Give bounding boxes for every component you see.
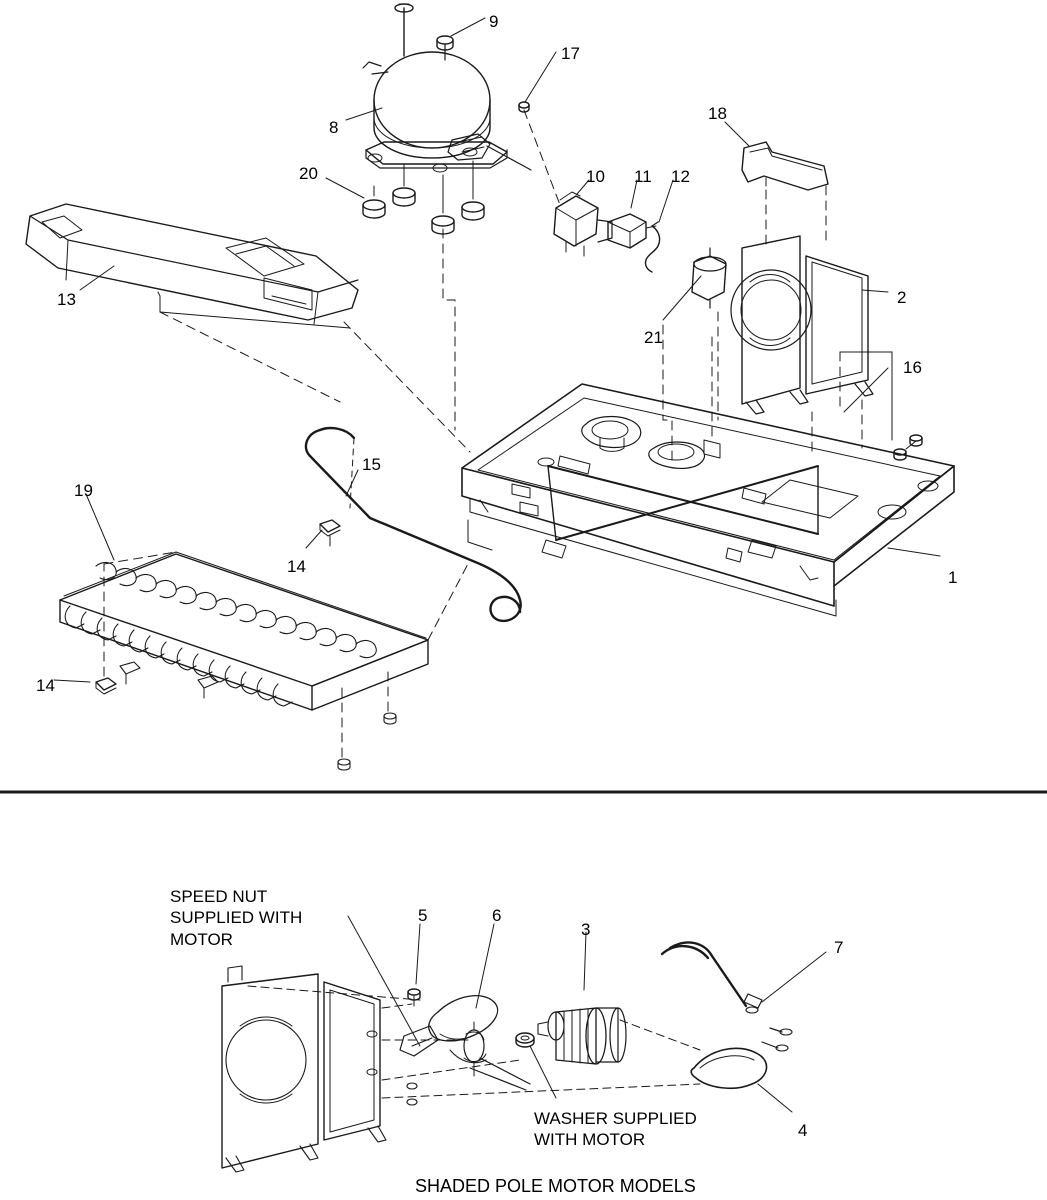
part-9-bolt (437, 36, 453, 60)
leader-1 (888, 548, 940, 556)
part-washer (516, 1033, 534, 1047)
callout-20: 20 (299, 164, 318, 183)
part-18-bracket (742, 142, 828, 190)
callout-4: 4 (798, 1121, 808, 1140)
dash-13b (344, 322, 470, 452)
part-6-fan-blade (429, 996, 498, 1076)
leader-5 (416, 924, 420, 984)
callout-8: 8 (329, 118, 339, 137)
dash-b6 (620, 1020, 700, 1050)
part-2-fan-shroud (731, 236, 873, 414)
leader-20 (326, 178, 364, 198)
callout-14-upper: 14 (287, 557, 306, 576)
leader-17 (525, 52, 556, 102)
part-12-clip (645, 222, 659, 272)
callout-7: 7 (834, 938, 844, 957)
leader-14a (306, 530, 322, 548)
note-washer-line-1: WASHER SUPPLIED (534, 1109, 697, 1128)
caption-shaded-pole-motor-models: SHADED POLE MOTOR MODELS (415, 1176, 696, 1196)
leader-3 (584, 932, 586, 990)
leader-21 (663, 276, 701, 320)
callout-14-lower: 14 (36, 676, 55, 695)
dash-b3 (382, 1060, 520, 1080)
note-speed-nut-line-1: SPEED NUT (170, 887, 268, 906)
leader-9 (451, 18, 485, 36)
leader-14b (54, 680, 90, 682)
callout-16: 16 (903, 358, 922, 377)
part-5-speed-nut (408, 989, 420, 1006)
callout-6: 6 (492, 906, 502, 925)
callout-10: 10 (586, 167, 605, 186)
callout-17: 17 (561, 44, 580, 63)
part-7-strap (662, 942, 762, 1013)
callout-21: 21 (644, 328, 663, 347)
callout-9: 9 (489, 12, 499, 31)
callout-3: 3 (581, 920, 591, 939)
dash-b4 (382, 1084, 700, 1098)
callout-18: 18 (708, 104, 727, 123)
callout-5: 5 (418, 906, 428, 925)
part-speed-nut-bracket (400, 1026, 438, 1056)
leader-18 (725, 122, 749, 146)
part-14-clips (96, 520, 340, 694)
note-speed-nut-line-2: SUPPLIED WITH (170, 908, 303, 928)
leader-4 (758, 1084, 792, 1112)
part-10-relay (554, 192, 612, 256)
part-1-base-pan (462, 336, 954, 616)
part-21-drier (692, 248, 726, 308)
part-11-overload (608, 214, 656, 248)
part-bottom-shroud (222, 966, 386, 1172)
dash-20-to-base (443, 229, 455, 430)
dash-17-to-relay (524, 110, 560, 205)
dash-21 (663, 325, 672, 460)
leader-7 (762, 952, 826, 1002)
callout-11: 11 (634, 167, 652, 186)
note-speed-nut (170, 886, 302, 950)
callout-13: 13 (57, 290, 76, 309)
part-20-grommets (363, 161, 484, 234)
part-compressor (363, 4, 531, 172)
part-bottom-screw-a (407, 1083, 417, 1089)
dash-19-to-base (428, 560, 470, 640)
leader-speed-nut-note (348, 916, 420, 1046)
dash-b5 (248, 986, 420, 1000)
leader-2 (862, 290, 888, 292)
callout-19: 19 (74, 481, 93, 500)
leader-6 (476, 924, 494, 1008)
leader-19 (86, 494, 114, 560)
note-washer-line-2: WITH MOTOR (534, 1130, 646, 1150)
part-bottom-screw-b (407, 1099, 417, 1105)
part-19-condenser (60, 552, 428, 770)
callout-12: 12 (671, 167, 690, 186)
note-washer (534, 1108, 697, 1151)
note-speed-nut-line-3: MOTOR (170, 929, 233, 949)
part-4-bracket (691, 1028, 792, 1088)
callout-2: 2 (897, 288, 907, 307)
dash-13a (160, 312, 340, 402)
callout-15: 15 (362, 455, 381, 474)
callout-1: 1 (948, 568, 958, 587)
